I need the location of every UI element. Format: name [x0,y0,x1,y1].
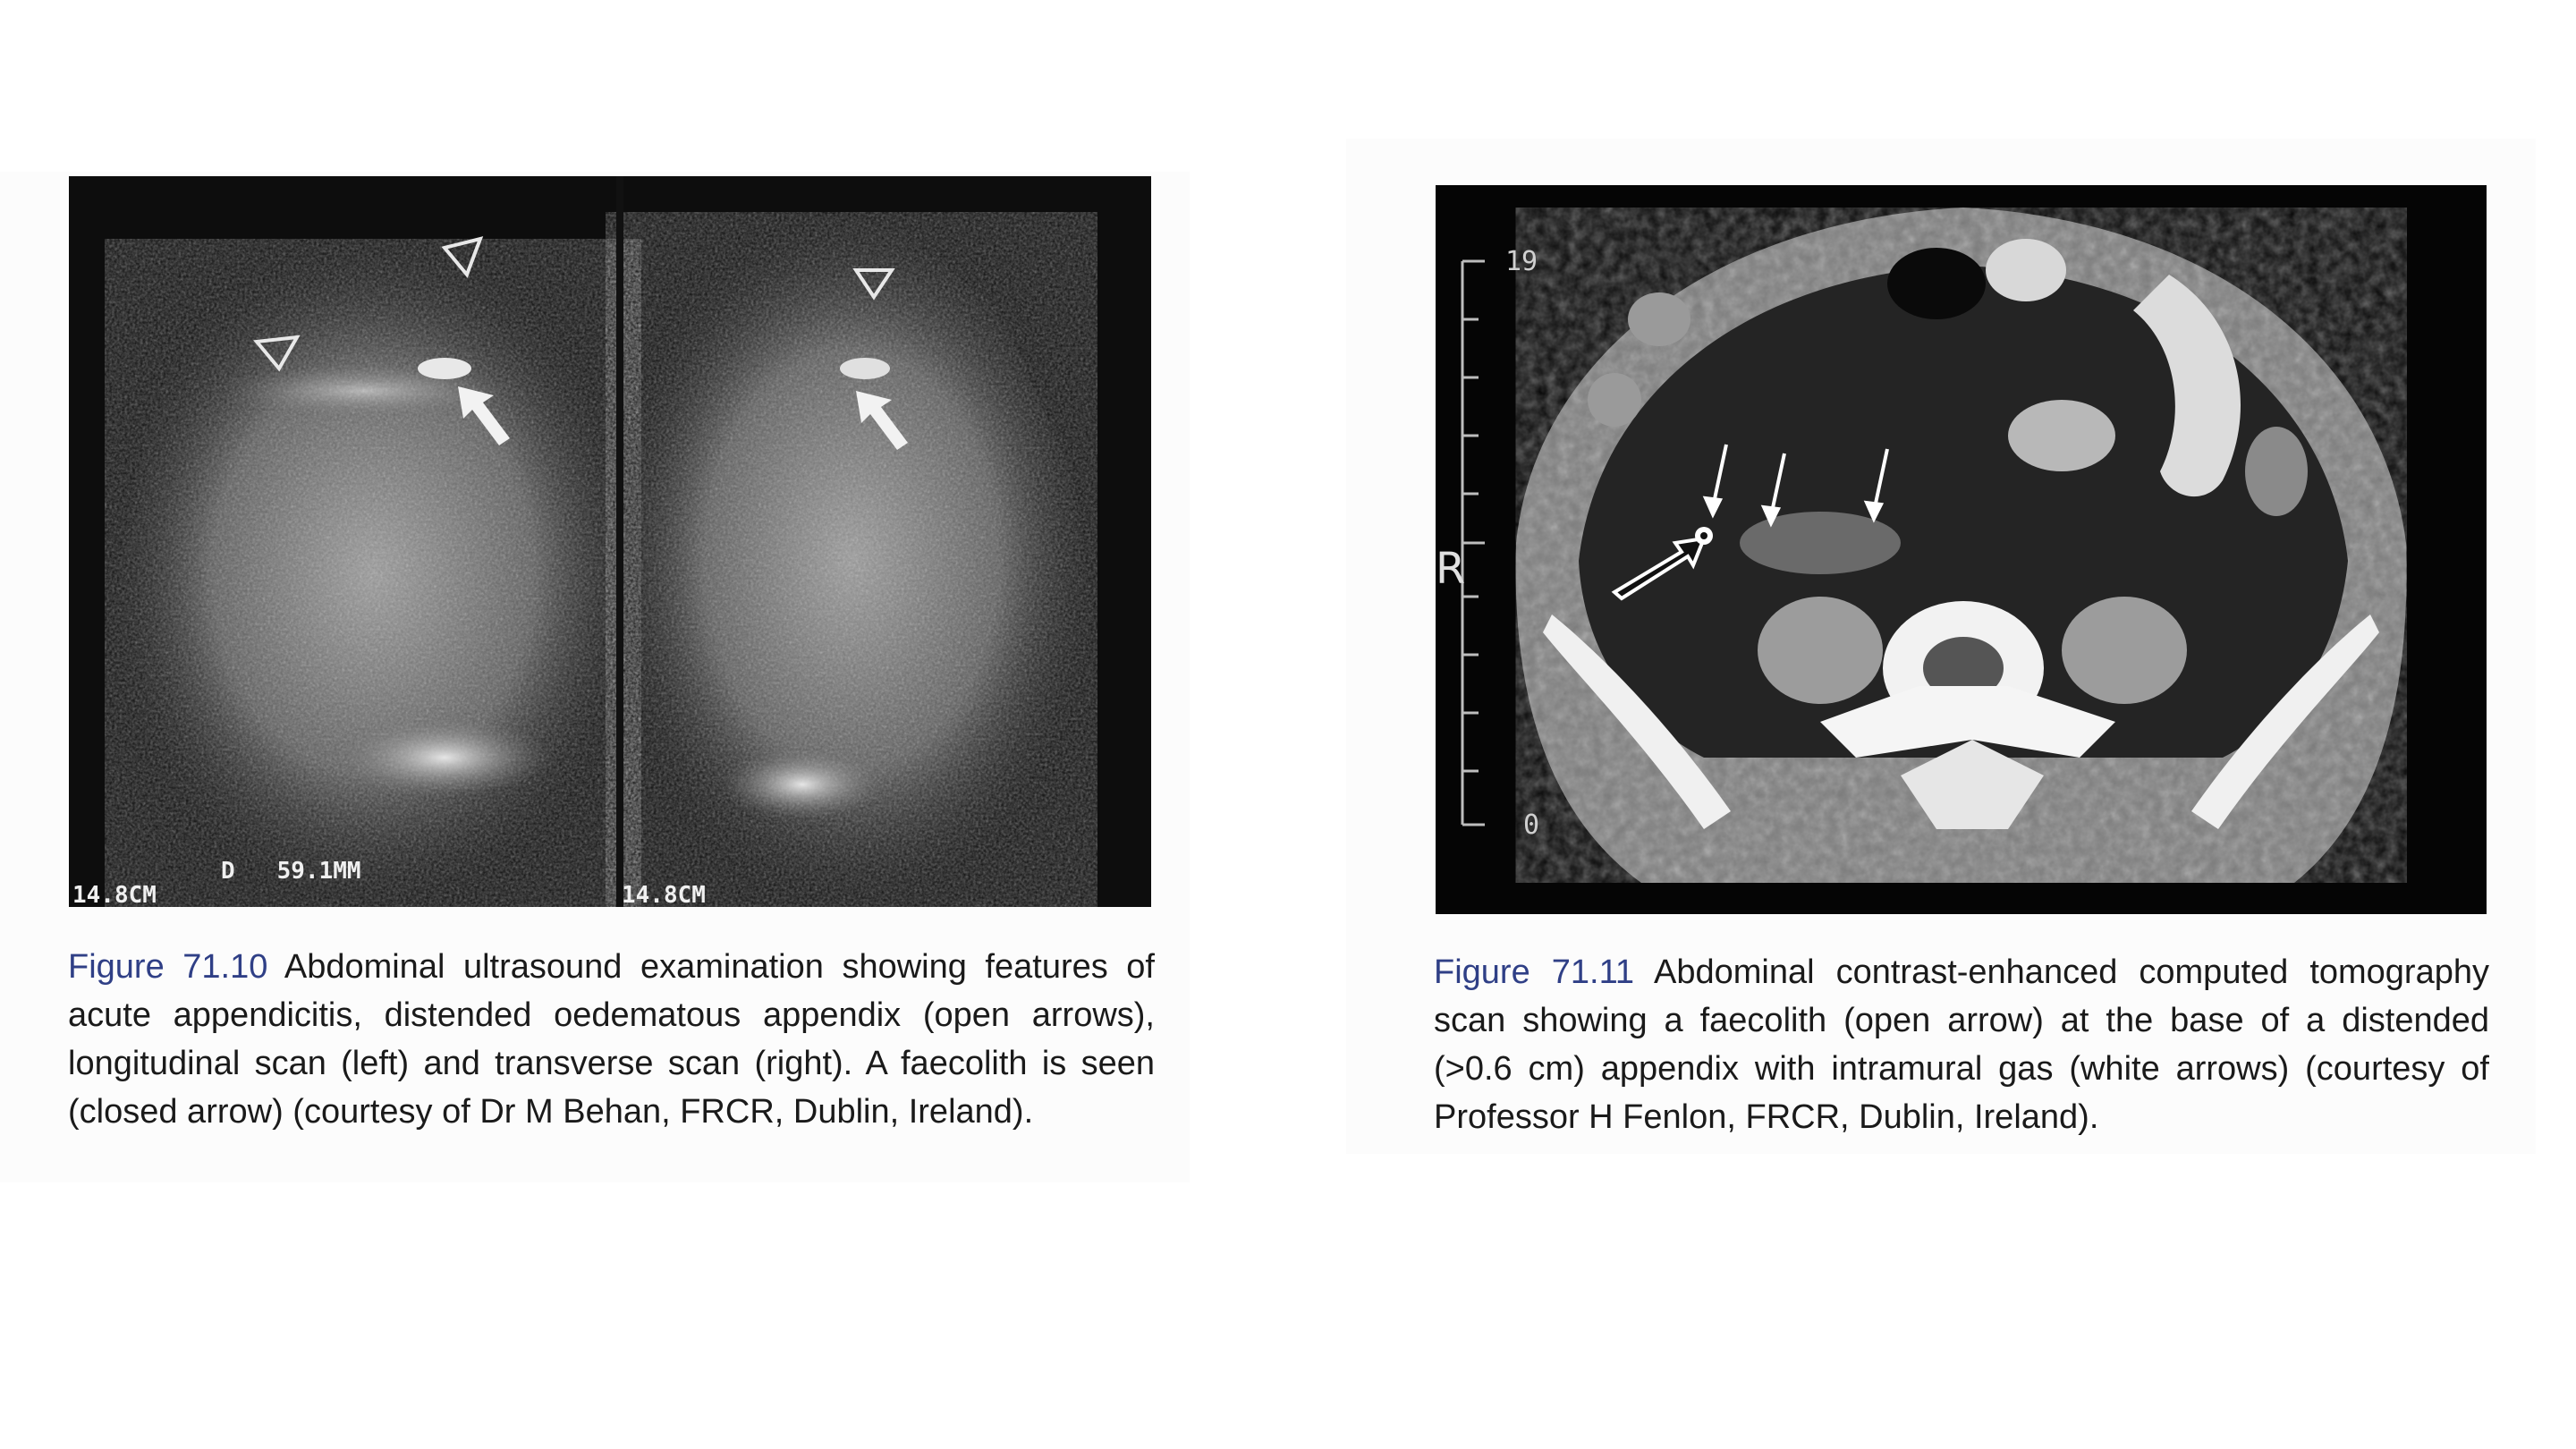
figure-label: Figure 71.11 [1434,953,1635,991]
ultrasound-image [69,176,1151,907]
ultrasound-graphic [69,176,1151,907]
scale-bottom-label: 0 [1523,809,1540,841]
depth-right-label: 14.8CM [622,882,706,907]
figure-panel-ct [1346,139,2536,1154]
figure-panel-ultrasound [0,172,1190,1182]
figure-label: Figure 71.10 [68,948,268,986]
measurement-label: D 59.1MM [221,858,361,885]
figure-caption-ultrasound [68,943,1155,1136]
figure-caption-ct [1434,948,2489,1141]
side-marker-label: R [1436,544,1466,594]
caption-text: Abdominal contrast-enhanced computed tomography scan showing a faecolith (open arrow) at the base of a distended (>0.6 cm) appendix with intramural gas (white arrows) (courtesy of Professor H Fenlon, FRCR, Dublin, Ireland). [1434,953,2489,1136]
ct-scan-image [1436,185,2487,914]
caption-text: Abdominal ultrasound examination showing features of acute appendicitis, distended oedematous appendix (open arrows), longitudinal scan (left) and transverse scan (right). A faecolith is seen (closed arrow) (courtesy of Dr M Behan, FRCR, Dublin, Ireland). [68,948,1155,1131]
ct-graphic [1436,185,2487,914]
depth-left-label: 14.8CM [72,882,157,907]
scale-top-label: 19 [1505,246,1538,277]
